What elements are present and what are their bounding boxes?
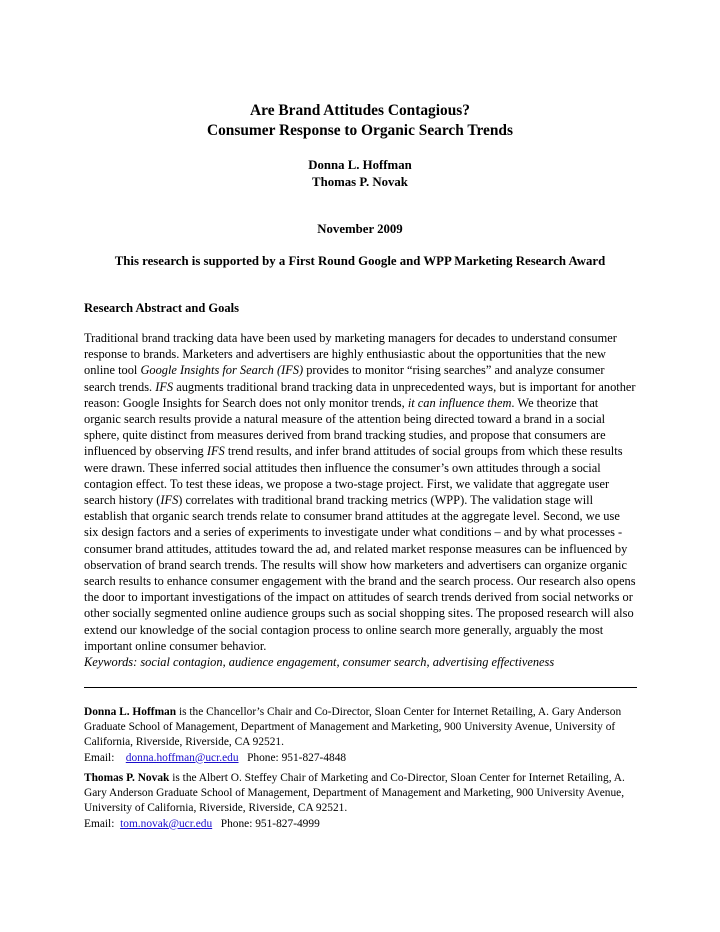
abstract-body xyxy=(84,330,636,654)
section-heading: Research Abstract and Goals xyxy=(84,301,239,315)
phone-number: Phone: 951-827-4999 xyxy=(220,817,320,830)
abstract-emphasis: IFS xyxy=(206,444,225,459)
phone-number: Phone: 951-827-4848 xyxy=(247,751,347,764)
abstract-paragraph xyxy=(84,330,636,654)
section-divider xyxy=(84,687,637,688)
title-line-2: Consumer Response to Organic Search Trends xyxy=(207,121,513,139)
publication-date: November 2009 xyxy=(317,222,403,236)
author-name: Donna L. Hoffman xyxy=(308,158,412,172)
keywords: Keywords: social contagion, audience engagement, consumer search, advertising effectiveness xyxy=(84,655,555,669)
bio-name: Thomas P. Novak xyxy=(84,772,170,784)
bio-description: is the Albert O. Steffey Chair of Marketing and Co-Director, Sloan Center for Internet Retailing, A. Gary Anderson Graduate School of Management, Department of Management and Marketing, 900 University Avenue, University of California, Riverside, Riverside, CA 92521. xyxy=(84,772,625,815)
abstract-text: provides to monitor “rising searches” and analyze consumer search trends. xyxy=(84,363,605,394)
abstract-emphasis: it can influence them xyxy=(407,395,512,410)
abstract-text: . We theorize that organic search results provide a natural measure of the attention being directed toward a brand in a social sphere, quite distinct from measures derived from brand tracking studies, and propose that consumers are influenced by observing xyxy=(84,395,606,459)
author-list xyxy=(0,157,720,191)
bio-text xyxy=(84,705,644,751)
email-label: Email: xyxy=(84,817,115,830)
email-link[interactable]: donna.hoffman@ucr.edu xyxy=(125,751,239,764)
abstract-text: ) correlates with traditional brand tracking metrics (WPP). The validation stage will establish that organic search trends relate to consumer brand attitudes at the aggregate level. Second, we use six design factors and a series of experiments to investigate under what conditions – and by what processes - consumer brand attitudes, attitudes toward the ad, and related market response measures can be influenced by observation of brand search trends. The results will show how marketers and advertisers can organize organic search results to enhance consumer engagement with the brand and the search process. Our research also opens the door to important investigations of the impact on attitudes of search trends derived from social networks or other socially segmented online audience groups such as social shopping sites. The proposed research will also extend our knowledge of the social contagion process to online search more generally, arguably the most important online consumer behavior. xyxy=(84,493,636,653)
author-bio xyxy=(84,771,644,832)
abstract-emphasis: Google Insights for Search (IFS) xyxy=(140,363,304,378)
email-label: Email: xyxy=(84,751,115,764)
bio-text xyxy=(84,771,644,817)
author-name: Thomas P. Novak xyxy=(312,175,408,189)
author-bio xyxy=(84,705,644,766)
abstract-emphasis: IFS xyxy=(160,493,179,508)
paper-title xyxy=(0,101,720,140)
title-line-1: Are Brand Attitudes Contagious? xyxy=(250,102,470,119)
abstract-text: Traditional brand tracking data have been used by marketing managers for decades to understand consumer response to brands. Marketers and advertisers are highly enthusiastic about the opportunities that the new online tool xyxy=(84,331,617,378)
email-link[interactable]: tom.novak@ucr.edu xyxy=(120,817,213,830)
bio-contact xyxy=(84,751,644,766)
funding-statement: This research is supported by a First Round Google and WPP Marketing Research Award xyxy=(114,254,606,268)
bio-description: is the Chancellor’s Chair and Co-Director, Sloan Center for Internet Retailing, A. Gary Anderson Graduate School of Management, Department of Management and Marketing, 900 University Avenue, University of California, Riverside, Riverside, CA 92521. xyxy=(84,706,622,749)
bio-contact xyxy=(84,817,644,832)
abstract-text: trend results, and infer brand attitudes of social groups from which these results were drawn. These inferred social attitudes then influence the consumer’s own attitudes through a social contagion effect. To test these ideas, we propose a two-stage project. First, we validate that aggregate user search history ( xyxy=(84,444,623,508)
bio-name: Donna L. Hoffman xyxy=(84,706,177,718)
abstract-emphasis: IFS xyxy=(155,379,174,394)
abstract-text: augments traditional brand tracking data in unprecedented ways, but is important for another reason: Google Insights for Search does not only monitor trends, xyxy=(84,379,636,410)
